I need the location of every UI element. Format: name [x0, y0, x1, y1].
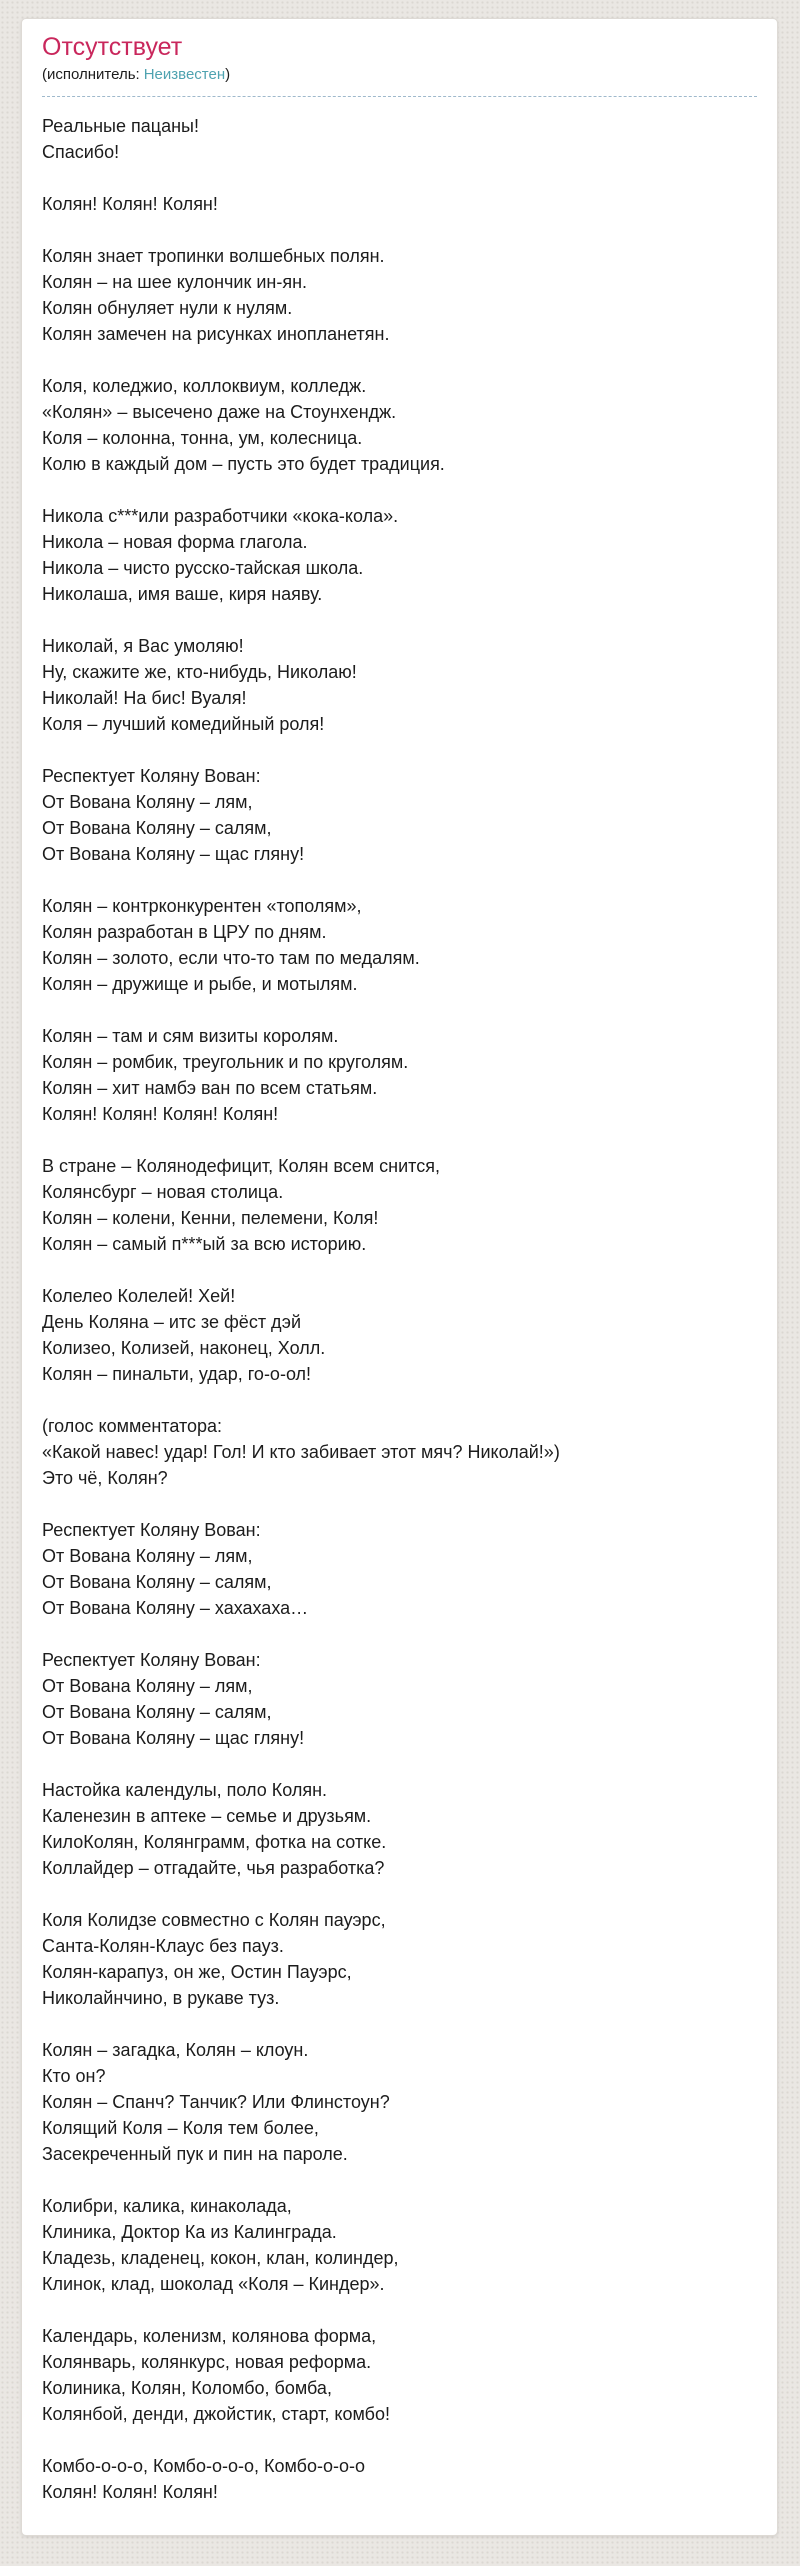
lyrics-stanza: Респектует Коляну Вован: От Вована Коляну – лям, От Вована Коляну – салям, От Вована Коляну – хахахаха…: [42, 1520, 309, 1618]
lyrics-stanza: Календарь, коленизм, колянова форма, Колянварь, колянкурс, новая реформа. Колиника, Колян, Коломбо, бомба, Колянбой, денди, джойстик, старт, комбо!: [42, 2326, 390, 2424]
lyrics-stanza: Колян! Колян! Колян!: [42, 194, 218, 214]
lyrics-stanza: Колелео Колелей! Хей! День Коляна – итс зе фёст дэй Колизео, Колизей, наконец, Холл. Колян – пинальти, удар, го-о-ол!: [42, 1286, 326, 1384]
artist-link[interactable]: Неизвестен: [143, 66, 226, 83]
lyrics-stanza: В стране – Колянодефицит, Колян всем снится, Колянсбург – новая столица. Колян – колени, Кенни, пелемени, Коля! Колян – самый п***ый за всю историю.: [42, 1156, 440, 1254]
lyrics-text: [42, 113, 757, 2505]
lyrics-stanza: Колян знает тропинки волшебных полян. Колян – на шее кулончик ин-ян. Колян обнуляет нули к нулям. Колян замечен на рисунках инопланетян.: [42, 246, 390, 344]
lyrics-stanza: Колибри, калика, кинаколада, Клиника, Доктор Ка из Калинграда. Кладезь, кладенец, кокон, клан, колиндер, Клинок, клад, шоколад «Коля – Киндер».: [42, 2196, 399, 2294]
lyrics-stanza: Никола с***или разработчики «кока-кола». Никола – новая форма глагола. Никола – чисто русско-тайская школа. Николаша, имя ваше, киря наяву.: [42, 506, 399, 604]
lyrics-stanza: Респектует Коляну Вован: От Вована Коляну – лям, От Вована Коляну – салям, От Вована Коляну – щас гляну!: [42, 1650, 305, 1748]
artist-prefix: (исполнитель:: [42, 66, 140, 83]
lyrics-stanza: Респектует Коляну Вован: От Вована Коляну – лям, От Вована Коляну – салям, От Вована Коляну – щас гляну!: [42, 766, 305, 864]
lyrics-stanza: Коля Колидзе совместно с Колян пауэрс, Санта-Колян-Клаус без пауз. Колян-карапуз, он же, Остин Пауэрс, Николайнчино, в рукаве туз.: [42, 1910, 386, 2008]
lyrics-stanza: Коля, коледжио, коллоквиум, колледж. «Колян» – высечено даже на Стоунхендж. Коля – колонна, тонна, ум, колесница. Колю в каждый дом – пусть это будет традиция.: [42, 376, 445, 474]
lyrics-card: [21, 18, 778, 2536]
lyrics-stanza: Колян – контрконкурентен «тополям», Колян разработан в ЦРУ по дням. Колян – золото, если что-то там по медалям. Колян – дружище и рыбе, и мотылям.: [42, 896, 420, 994]
artist-suffix: ): [225, 66, 231, 83]
lyrics-stanza: Настойка календулы, поло Колян. Каленезин в аптеке – семье и друзьям. КилоКолян, Колянграмм, фотка на сотке. Коллайдер – отгадайте, чья разработка?: [42, 1780, 387, 1878]
lyrics-stanza: Колян – загадка, Колян – клоун. Кто он? Колян – Спанч? Танчик? Или Флинстоун? Колящий Коля – Коля тем более, Засекреченный пук и пин на пароле.: [42, 2040, 390, 2164]
header: [42, 32, 757, 97]
lyrics-stanza: (голос комментатора: «Какой навес! удар! Гол! И кто забивает этот мяч? Николай!») Это чё, Колян?: [42, 1416, 560, 1488]
lyrics-stanza: Колян – там и сям визиты королям. Колян – ромбик, треугольник и по круголям. Колян – хит намбэ ван по всем статьям. Колян! Колян! Колян! Колян!: [42, 1026, 409, 1124]
lyrics-stanza: Реальные пацаны! Спасибо!: [42, 116, 199, 162]
lyrics-stanza: Николай, я Вас умоляю! Ну, скажите же, кто-нибудь, Николаю! Николай! На бис! Вуаля! Коля – лучший комедийный роля!: [42, 636, 357, 734]
artist-line: [42, 65, 757, 85]
page-title: Отсутствует: [42, 33, 183, 61]
lyrics-stanza: Комбо-о-о-о, Комбо-о-о-о, Комбо-о-о-о Колян! Колян! Колян!: [42, 2456, 366, 2502]
